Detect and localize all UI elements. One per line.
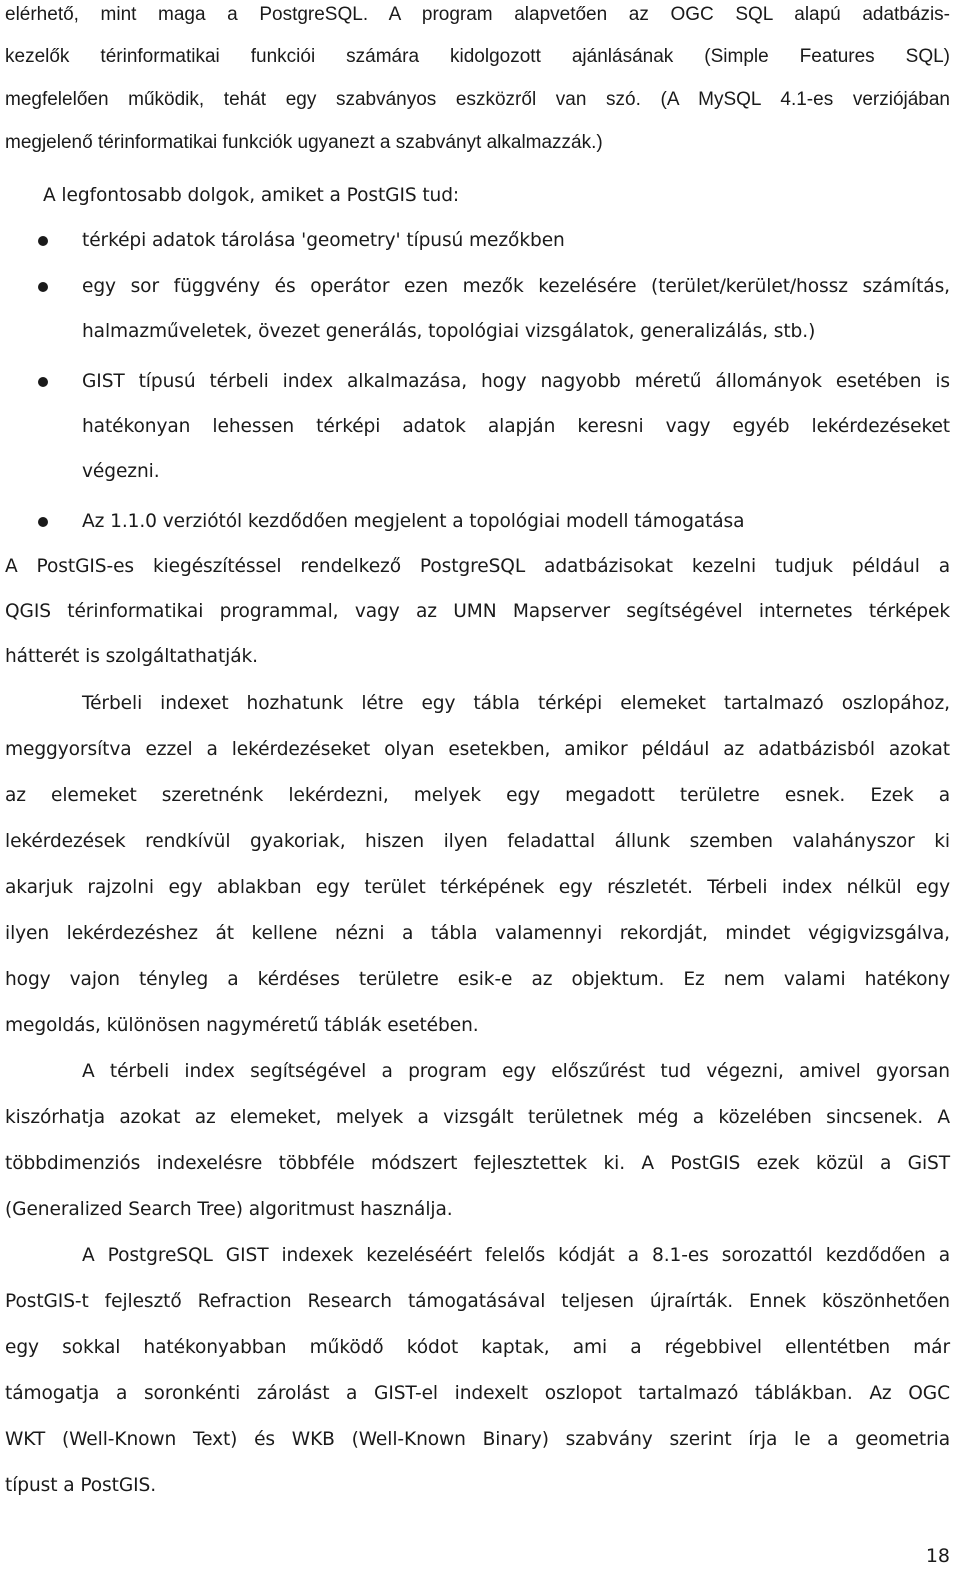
list-item: Az 1.1.0 verziótól kezdődően megjelent a topológiai modell támogatása (82, 511, 745, 532)
paragraph-line: többdimenziós indexelésre többféle módszert fejlesztettek ki. A PostGIS ezek közül a GiST (5, 1153, 950, 1174)
paragraph-line: egy sokkal hatékonyabban működő kódot kaptak, ami a régebbivel ellentétben már (5, 1337, 950, 1358)
paragraph-line: PostGIS-t fejlesztő Refraction Research támogatásával teljesen újraírták. Ennek köszönhetően (5, 1291, 950, 1312)
list-item-continuation: halmazműveletek, övezet generálás, topológiai vizsgálatok, generalizálás, stb.) (82, 321, 816, 342)
paragraph-line: hogy vajon tényleg a kérdéses területre esik-e az objektum. Ez nem valami hatékony (5, 969, 950, 990)
paragraph-line: WKT (Well-Known Text) és WKB (Well-Known Binary) szabvány szerint írja le a geometria (5, 1429, 950, 1450)
intro-line: megfelelően működik, tehát egy szabványos eszközről van szó. (A MySQL 4.1-es verziójában (5, 89, 950, 110)
list-item-continuation: végezni. (82, 461, 160, 482)
paragraph-line: akarjuk rajzolni egy ablakban egy terület térképének egy részletét. Térbeli index nélkül egy (5, 877, 950, 898)
paragraph-line: az elemeket szeretnénk lekérdezni, melyek egy megadott területre esnek. Ezek a (5, 785, 950, 806)
bullet-dot-icon (38, 377, 48, 387)
list-item: GIST típusú térbeli index alkalmazása, hogy nagyobb méretű állományok esetében is (82, 371, 950, 392)
paragraph-line: hátterét is szolgáltathatják. (5, 646, 258, 667)
paragraph-line: lekérdezések rendkívül gyakoriak, hiszen ilyen feladattal állunk szemben valahányszor ki (5, 831, 950, 852)
paragraph-line: (Generalized Search Tree) algoritmust használja. (5, 1199, 453, 1220)
bullet-dot-icon (38, 236, 48, 246)
intro-line: elérhető, mint maga a PostgreSQL. A program alapvetően az OGC SQL alapú adatbázis- (5, 4, 950, 25)
list-item: térképi adatok tárolása 'geometry' típusú mezőkben (82, 230, 565, 251)
list-intro: A legfontosabb dolgok, amiket a PostGIS tud: (43, 185, 460, 206)
bullet-dot-icon (38, 282, 48, 292)
intro-line: kezelők térinformatikai funkciói számára kidolgozott ajánlásának (Simple Features SQL) (5, 46, 950, 67)
list-item: egy sor függvény és operátor ezen mezők kezelésére (terület/kerület/hossz számítás, (82, 276, 950, 297)
paragraph-line: Térbeli indexet hozhatunk létre egy tábla térképi elemeket tartalmazó oszlopához, (82, 693, 950, 714)
paragraph-line: támogatja a soronkénti zárolást a GIST-el indexelt oszlopot tartalmazó táblákban. Az OGC (5, 1383, 950, 1404)
paragraph-line: kiszórhatja azokat az elemeket, melyek a vizsgált területnek még a közelében sincsenek. A (5, 1107, 950, 1128)
page-number: 18 (925, 1545, 950, 1567)
paragraph-line: A PostGIS-es kiegészítéssel rendelkező PostgreSQL adatbázisokat kezelni tudjuk például a (5, 556, 950, 577)
paragraph-line: ilyen lekérdezéshez át kellene nézni a tábla valamennyi rekordját, mindet végigvizsgálva, (5, 923, 950, 944)
paragraph-line: A PostgreSQL GIST indexek kezeléséért felelős kódját a 8.1-es sorozattól kezdődően a (82, 1245, 950, 1266)
paragraph-line: megoldás, különösen nagyméretű táblák esetében. (5, 1015, 479, 1036)
paragraph-line: típust a PostGIS. (5, 1475, 157, 1496)
bullet-dot-icon (38, 517, 48, 527)
list-item-continuation: hatékonyan lehessen térképi adatok alapján keresni vagy egyéb lekérdezéseket (82, 416, 950, 437)
paragraph-line: QGIS térinformatikai programmal, vagy az UMN Mapserver segítségével internetes térképek (5, 601, 950, 622)
intro-line: megjelenő térinformatikai funkciók ugyanezt a szabványt alkalmazzák.) (5, 132, 603, 153)
paragraph-line: A térbeli index segítségével a program egy előszűrést tud végezni, amivel gyorsan (82, 1061, 950, 1082)
paragraph-line: meggyorsítva ezzel a lekérdezéseket olyan esetekben, amikor például az adatbázisból azokat (5, 739, 950, 760)
